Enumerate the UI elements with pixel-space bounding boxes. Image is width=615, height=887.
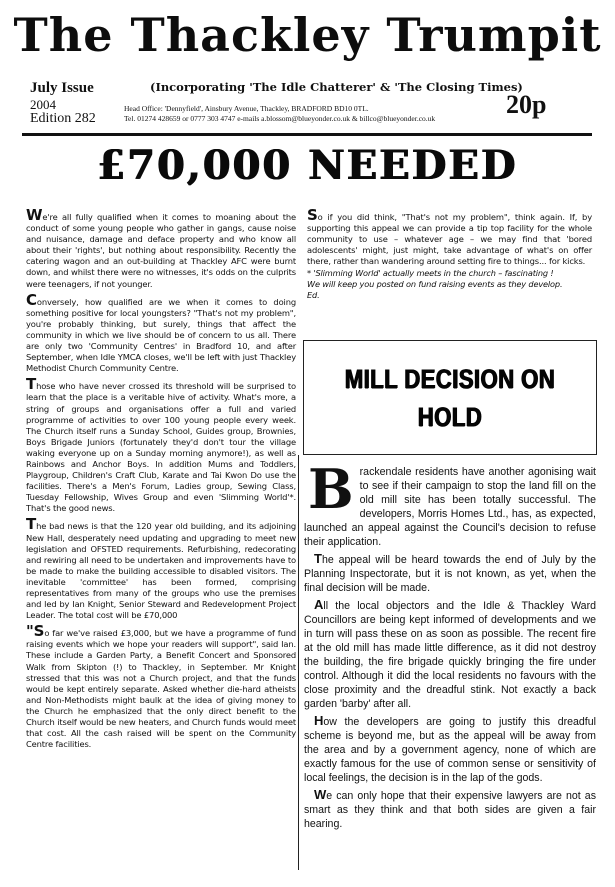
column-divider (298, 455, 299, 870)
head-office-contact (124, 104, 435, 124)
article-paragraph: We're all fully qualified when it comes to moaning about the conduct of some young people who gather in gangs, cause noise and nuisance, damage and deface property and who know all about their 'rights', but nothing about responsibility. Recently the catering wagon and an out-building at Thackley AFC were burnt down, and whilst there were no witnesses, it's odds on the culprits were teenagers, if not younger. (26, 206, 296, 289)
lead-headline: £70,000 NEEDED (97, 142, 518, 189)
incorporating-subtitle: (Incorporating 'The Idle Chatterer' & 'The Closing Times) (150, 80, 523, 94)
cover-price: 20p (506, 90, 547, 119)
article-paragraph: Brackendale residents have another agonising wait to see if their campaign to stop the land fill on the old mill site has been totally successful. The developers, Morris Homes Ltd., has, as expected, launched an appeal against the Council's decision to refuse their application. (304, 457, 596, 548)
footnote: * 'Slimming World' actually meets in the church – fascinating ! (307, 268, 554, 279)
editor-signature: Ed. (307, 289, 320, 300)
second-headline: MILL DECISION ON HOLD (344, 363, 556, 432)
article-paragraph: The appeal will be heard towards the end of July by the Planning Inspectorate, but it is not known, as yet, when the final decision will be made. (304, 551, 596, 594)
article-paragraph: The bad news is that the 120 year old building, and its adjoining New Hall, desperately need updating and upgrading to meet new legislation and OFSTED requirements. Refurbishing, redecorating and rewiring all need to be undertaken and improvements have to be made to make the building accessible to disabled visitors. The inevitable 'committee' has been formed, comprising representatives from many of the groups who use the premises and led by Ian Knight, Senior Steward and Redevelopment Project Leader. The total cost will be £70,000 (26, 515, 296, 621)
editor-note: We will keep you posted on fund raising events as they develop. (307, 279, 563, 290)
second-story-column (304, 457, 596, 834)
edition-number: Edition 282 (30, 111, 96, 126)
article-paragraph: All the local objectors and the Idle & Thackley Ward Councillors are being kept informed of developments and we in turn will pass these on as soon as possible. The recent fire at the old mill has made little difference, as it did not destroy the building, the fire brigade quickly bringing the fire under control. Although it did the local residents no favours with the close proximity and the dreadful stink. Not exactly a back garden 'barby' after all. (304, 597, 596, 710)
article-paragraph: So if you did think, "That's not my problem", think again. If, by supporting this appeal we can provide a tip top facility for the whole community to use – whatever age – we may find that 'bored adolescents' might, just might, take advantage of what's on offer there, rather than wandering around setting fire to things... for kicks. (307, 206, 592, 267)
article-paragraph: "So far we've raised £3,000, but we have a programme of fund raising events which we hope your readers will support", said Ian. These include a Garden Party, a Benefit Concert and Sponsored Walk from Skipton (!) to Thackley, in September. Mr Knight stressed that this was not a Church project, and that the funds would be kept entirely separate. Asked whether die-hard atheists and Non-Methodists might baulk at the idea of giving money to the Church he emphasized that the only direct benefit to the Church itself would be new heaters, and Church funds would meet that cost. All the cash raised will be spent on the Community Centre facilities. (26, 622, 296, 750)
second-headline-box (303, 340, 597, 455)
article-paragraph: How the developers are going to justify this dreadful scheme is beyond me, but as the appeal will be away from the area and by a government agency, none of which are exactly famous for the use of common sense or sensitivity of local feelings, the decision is in the lap of the gods. (304, 713, 596, 784)
issue-year: 2004 (30, 97, 56, 112)
article-paragraph: We can only hope that their expensive lawyers are not as smart as they think and that both sides are given a fair hearing. (304, 787, 596, 830)
lead-story-column-left (26, 206, 296, 755)
lead-story-column-right (307, 206, 592, 300)
head-office-phone-email: Tel. 01274 428659 or 0777 303 4747 e-mails a.blossom@blueyonder.co.uk & billco@blueyonder.co.uk (124, 114, 436, 123)
issue-month: July Issue (30, 80, 94, 96)
head-office-address: Head Office: 'Dennyfield', Ainsbury Avenue, Thackley, BRADFORD BD10 0TL. (124, 104, 369, 113)
drop-cap: B (308, 457, 354, 521)
article-paragraph: Those who have never crossed its threshold will be surprised to learn that the place is a veritable hive of activity. What's more, a string of groups and organisations offer a full and varied programme of activities to over 100 young people every week. The Church itself runs a Sunday School, Guides group, Brownies, Boys Brigade Juniors (fortunately they'd don't tour the village waking everyone up on a Sunday morning anymore!), as well as Rainbows and Anchor Boys. In addition Mums and Toddlers, Playgroup, Children's Craft Club, Karate and Tai Kwon Do use the facilities. There's a Men's Forum, Ladies group, Sewing Class, Tuesday Fellowship, Wives Group and even 'Slimming World'*. That's the good news. (26, 375, 296, 514)
masthead-divider (22, 133, 592, 136)
article-paragraph: Conversely, how qualified are we when it comes to doing something positive for local youngsters? "That's not my problem", you're probably thinking, but surely, things that affect the community in which we live should be of concern to us all. There are only two 'Community Centres' in Bradford 10, and after September, when Idle YMCA closes, we'll be left with just Thackley Methodist Church Community Centre. (26, 290, 296, 374)
newspaper-title: The Thackley Trumpit (13, 8, 602, 62)
